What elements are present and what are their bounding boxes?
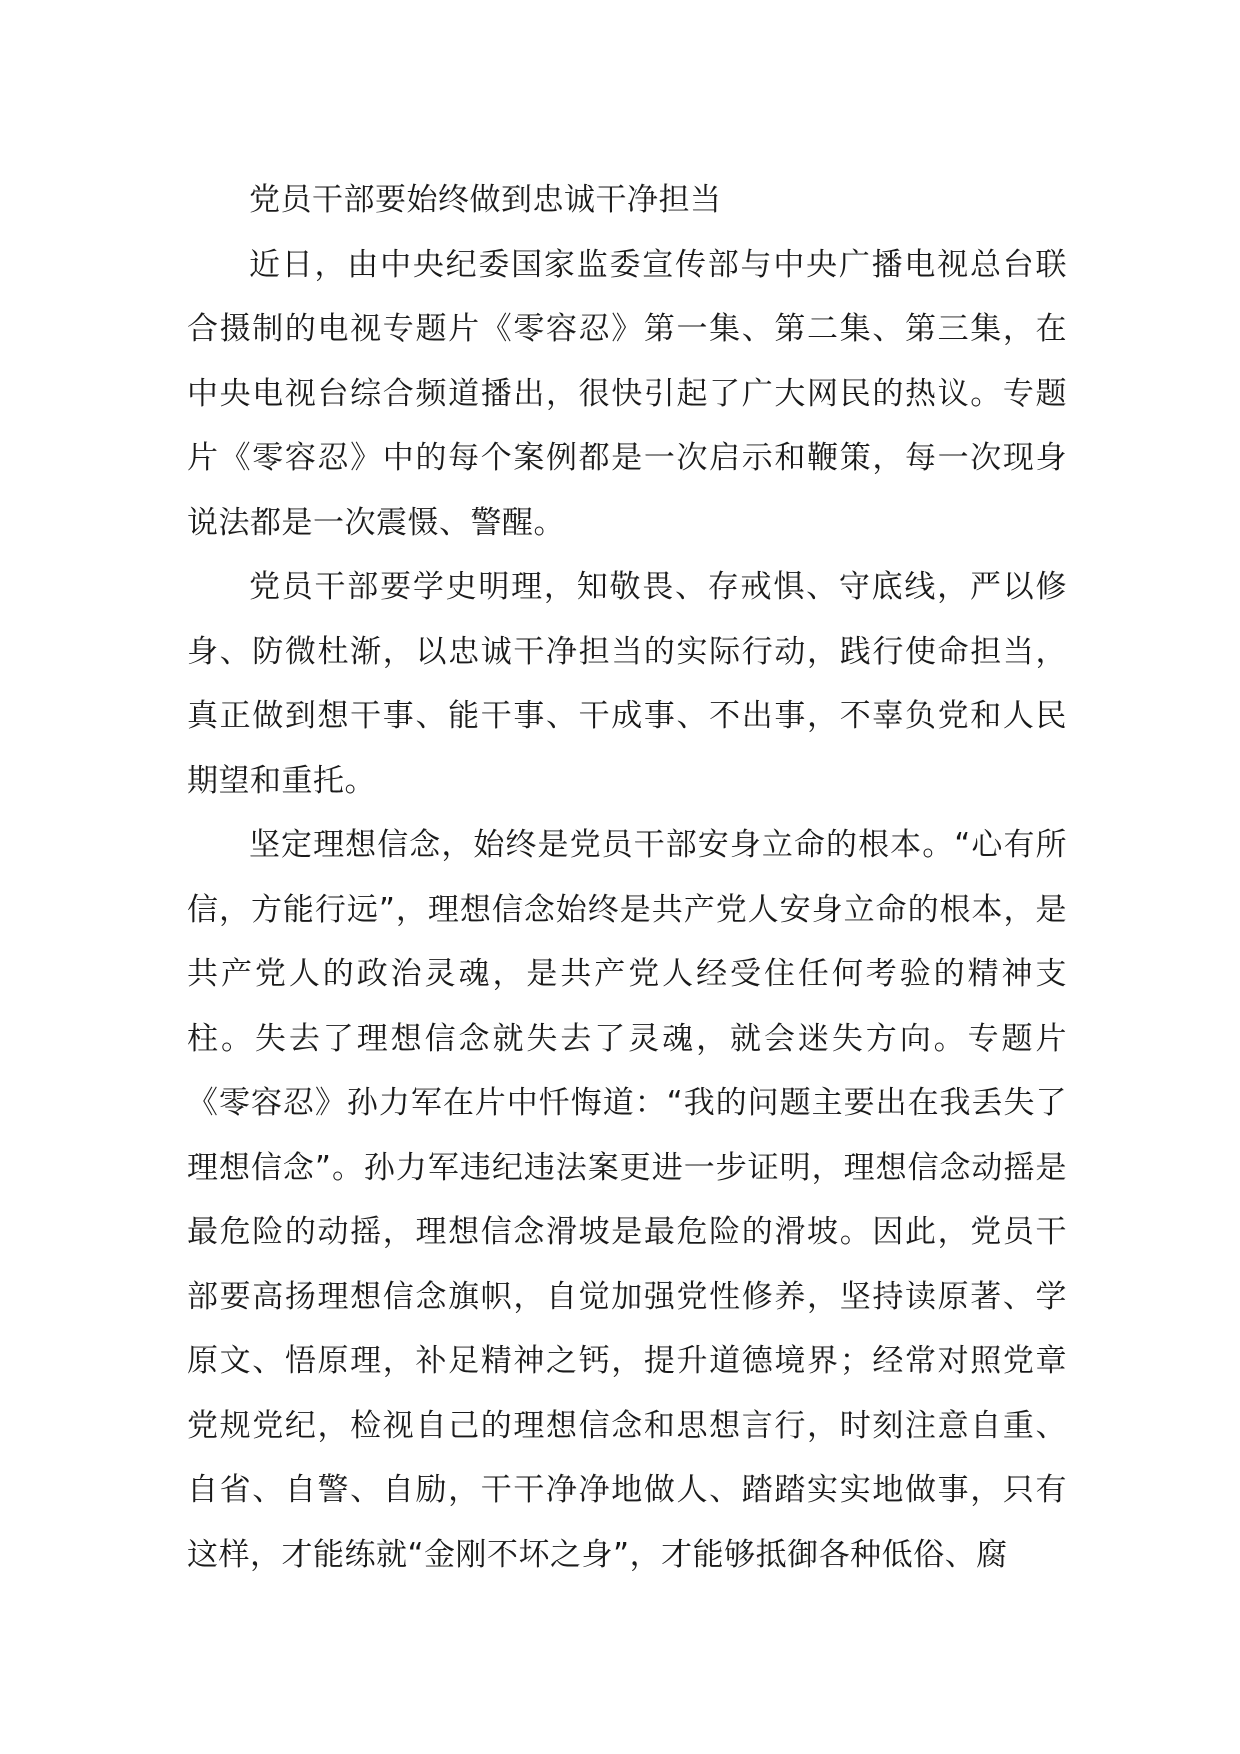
document-title: 党员干部要始终做到忠诚干净担当 [249,182,722,218]
paragraph-discipline: 党员干部要学史明理，知敬畏、存戒惧、守底线，严以修身、防微杜渐，以忠诚干净担当的实际行动，践行使命担当，真正做到想干事、能干事、干成事、不出事，不辜负党和人民期望和重托。 [187,569,1067,799]
paragraph-intro: 近日，由中央纪委国家监委宣传部与中央广播电视总台联合摄制的电视专题片《零容忍》第一集、第二集、第三集，在中央电视台综合频道播出，很快引起了广大网民的热议。专题片《零容忍》中的每个案例都是一次启示和鞭策，每一次现身说法都是一次震慑、警醒。 [187,246,1067,541]
document-body [187,168,1067,1587]
paragraph-ideals: 坚定理想信念，始终是党员干部安身立命的根本。“心有所信，方能行远”，理想信念始终是共产党人安身立命的根本，是共产党人的政治灵魂，是共产党人经受住任何考验的精神支柱。失去了理想信念就失去了灵魂，就会迷失方向。专题片《零容忍》孙力军在片中忏悔道：“我的问题主要出在我丢失了理想信念”。孙力军违纪违法案更进一步证明，理想信念动摇是最危险的动摇，理想信念滑坡是最危险的滑坡。因此，党员干部要高扬理想信念旗帜，自觉加强党性修养，坚持读原著、学原文、悟原理，补足精神之钙，提升道德境界；经常对照党章党规党纪，检视自己的理想信念和思想言行，时刻注意自重、自省、自警、自励，干干净净地做人、踏踏实实地做事，只有这样，才能练就“金刚不坏之身”，才能够抵御各种低俗、腐 [187,827,1067,1573]
